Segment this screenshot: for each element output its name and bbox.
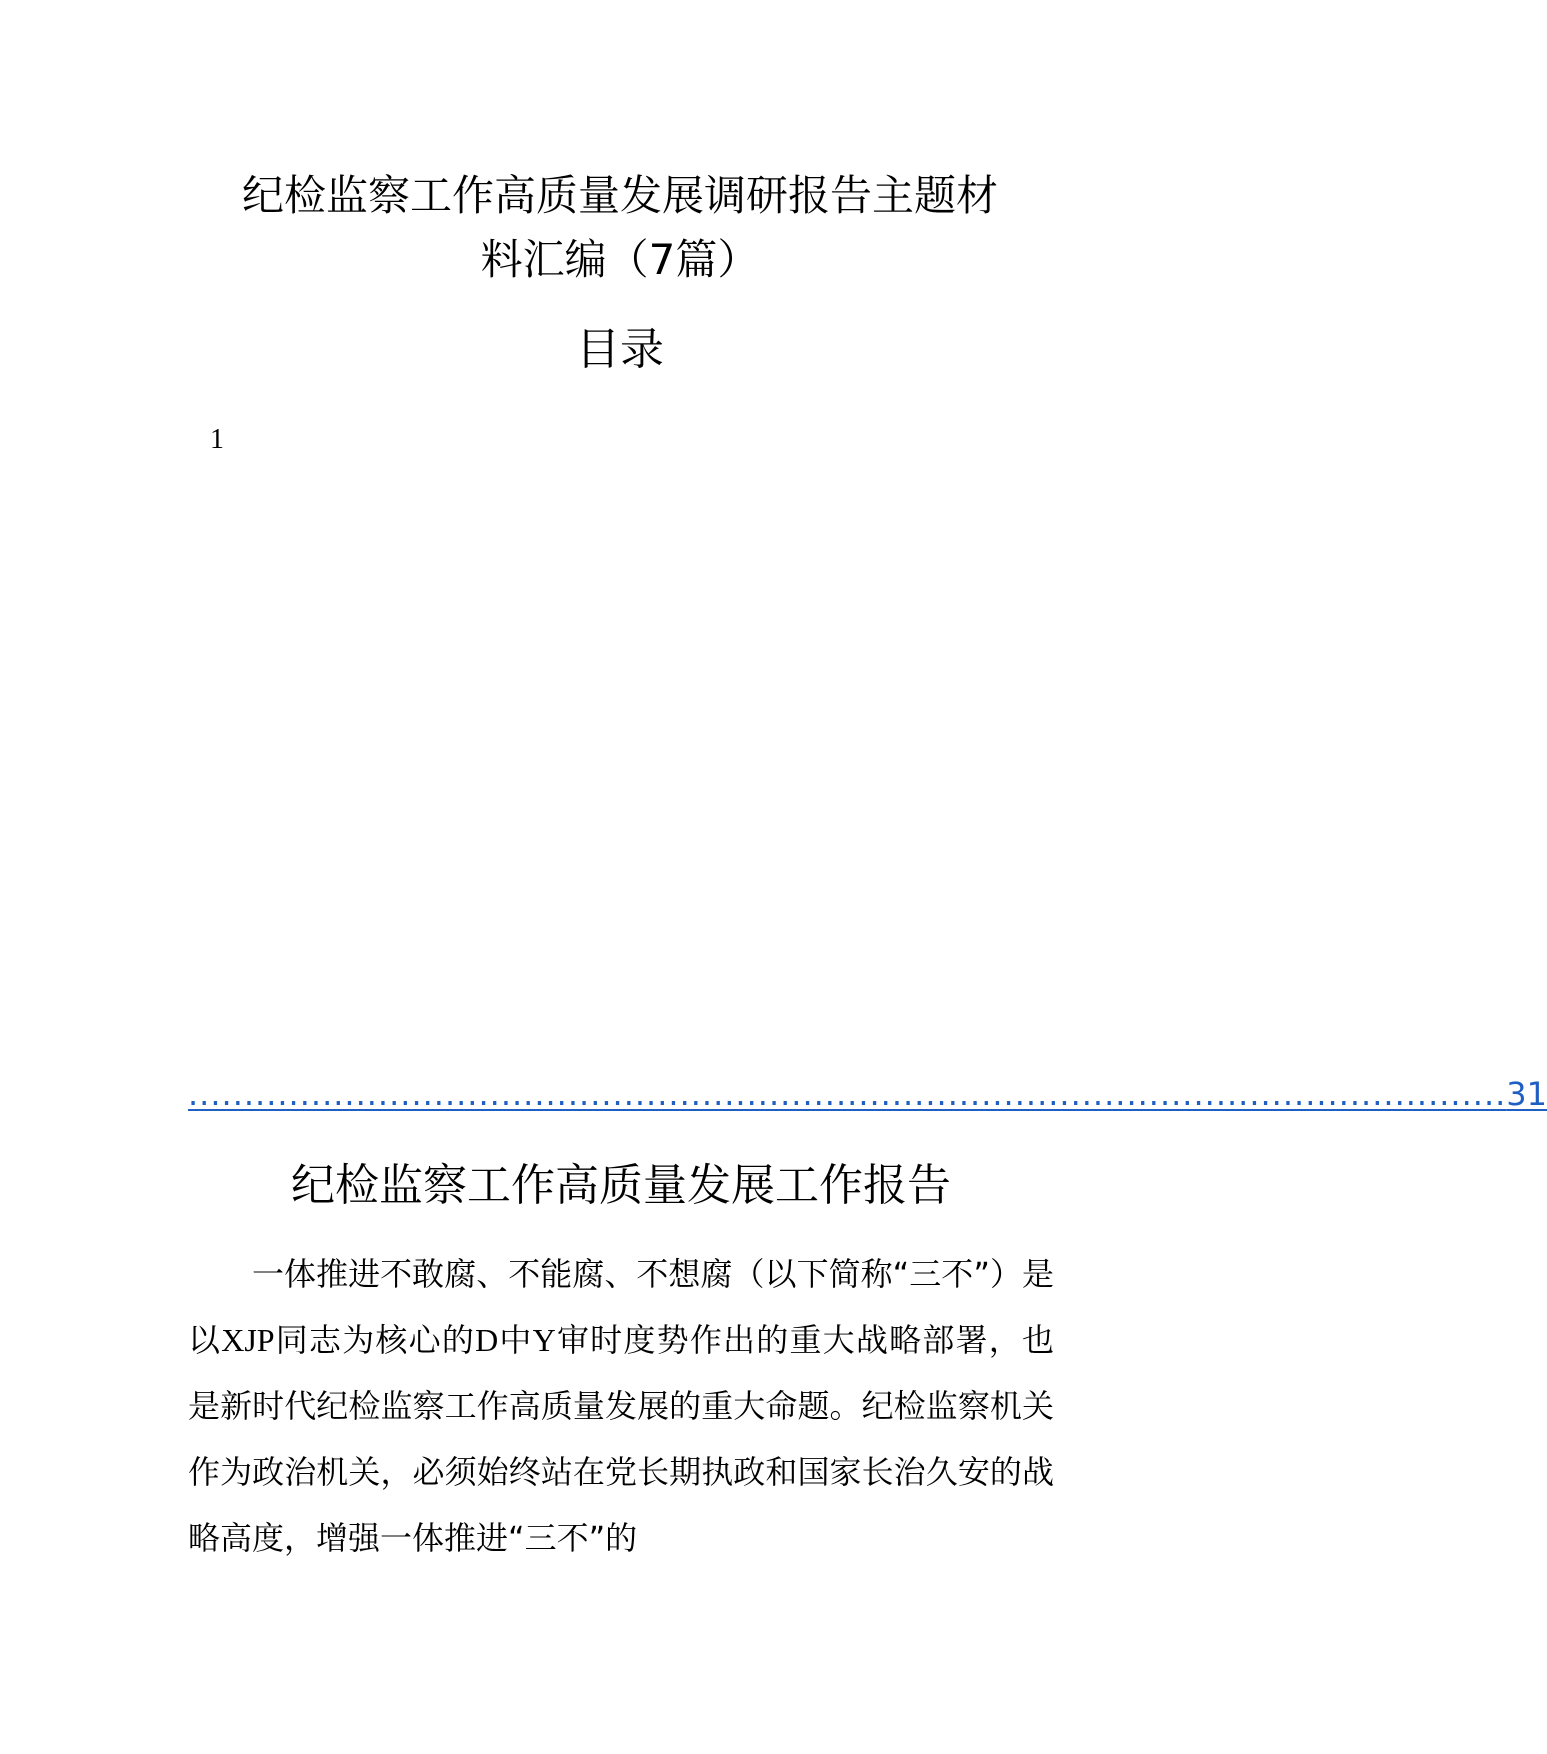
- paragraph-text: 同志为核心的: [274, 1321, 476, 1359]
- stray-page-number: 1: [210, 424, 224, 455]
- toc-heading: 目录: [576, 324, 664, 375]
- toc-item-leader: ......................................................................................................................: [188, 1075, 1507, 1113]
- paragraph-text: XJP: [221, 1322, 275, 1358]
- paragraph-text: 审时度势作出的重大战略部署，也是新时代纪检监察工作高质量发展的重大命题。纪检监察机关作为政治机关，必须始终站在党长期执政和国家长治久安的战略高度，增强一体推进“三不”的: [188, 1321, 1054, 1557]
- paragraph-text: Y: [532, 1322, 556, 1358]
- section-title: 纪检监察工作高质量发展工作报告: [291, 1160, 951, 1211]
- document-title-line-2: 料汇编（7篇）: [480, 235, 760, 284]
- paragraph-text: 一体推进不敢腐、不能腐、不想腐（以下简称“三不”）是以: [188, 1255, 1054, 1359]
- body-paragraph: [188, 1241, 1054, 1571]
- toc-item-page: 31: [1506, 1075, 1547, 1113]
- paragraph-text: D: [475, 1322, 499, 1358]
- document-title-line-1: 纪检监察工作高质量发展调研报告主题材: [241, 171, 998, 220]
- paragraph-text: 中: [498, 1321, 533, 1359]
- toc-item-7-continuation[interactable]: [188, 1072, 1547, 1116]
